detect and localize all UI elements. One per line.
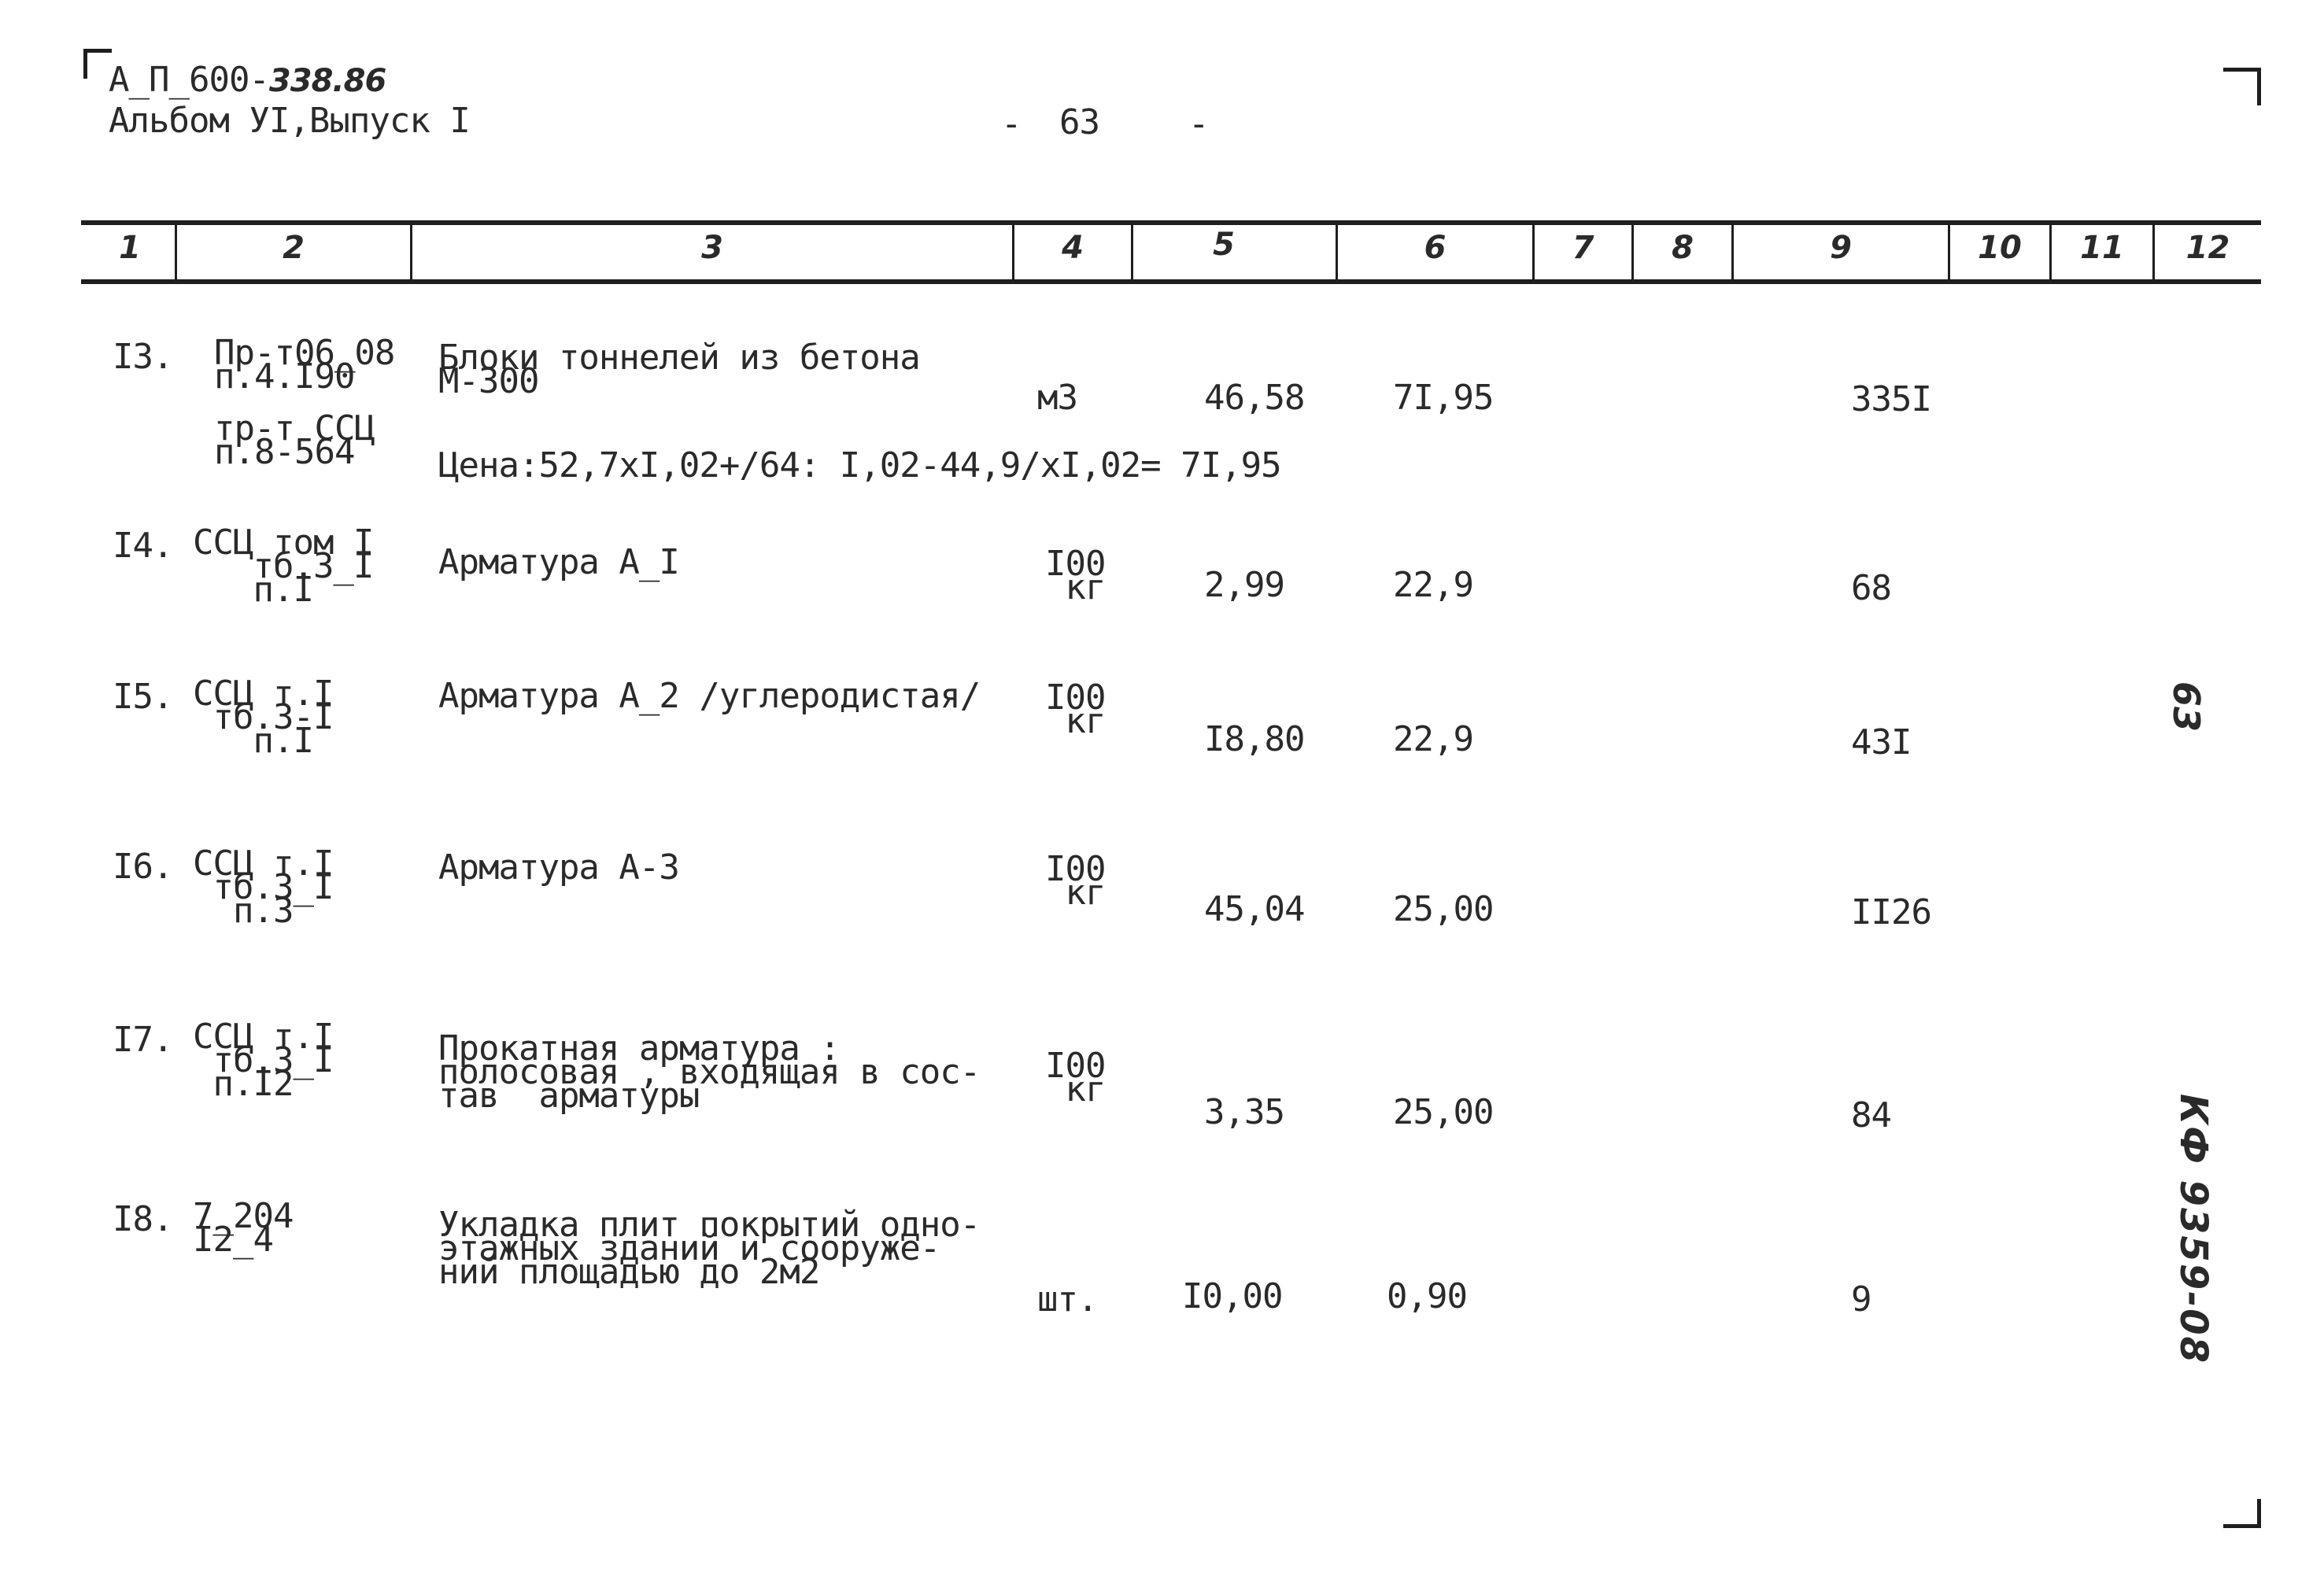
page-number: 63 <box>1059 102 1099 142</box>
document-code <box>109 60 386 100</box>
row-name: Арматура А_2 /углеродистая/ <box>438 676 981 716</box>
row-unit: I00 кг <box>1045 849 1106 913</box>
row-quantity: I8,80 <box>1204 719 1305 759</box>
row-quantity: 45,04 <box>1204 889 1305 929</box>
row-quantity: I0,00 <box>1182 1276 1283 1316</box>
row-price: 22,9 <box>1393 565 1473 605</box>
column-header-1: 1 <box>119 230 141 266</box>
row-code: ССЦ т.I тб.3_I п.3 <box>193 844 334 931</box>
row-total: II26 <box>1851 892 1931 932</box>
corner-mark-bottom-right-v <box>2257 1499 2261 1528</box>
document-code-number: 338.86 <box>268 63 386 99</box>
column-header-3: 3 <box>701 230 723 266</box>
row-number: I8. <box>113 1199 173 1239</box>
column-header-10: 10 <box>1978 230 2022 266</box>
row-quantity: 46,58 <box>1204 378 1305 418</box>
table-header-bottom-rule <box>81 279 2261 284</box>
column-header-2: 2 <box>283 230 305 266</box>
row-name: Укладка плит покрытий одно- этажных зданий и сооруже- ний площадью до 2м2 <box>438 1205 981 1292</box>
row-name: Арматура А_I <box>438 542 679 582</box>
page-dash-left: - <box>1001 104 1022 144</box>
row-number: I6. <box>113 847 173 887</box>
row-name: Блоки тоннелей из бетона М-300 <box>438 338 920 401</box>
row-code: ССЦ т.I тб.3_I п.I2 <box>193 1017 334 1104</box>
row-price: 25,00 <box>1393 1092 1494 1132</box>
row-number: I4. <box>113 526 173 566</box>
corner-mark-bottom-right-h <box>2223 1524 2261 1528</box>
column-header-5: 5 <box>1213 227 1235 263</box>
page-dash-right: - <box>1188 104 1209 144</box>
corner-mark-top-left-h <box>83 49 112 53</box>
document-code-prefix: А_П_600- <box>109 60 269 100</box>
table-header-top-rule <box>81 220 2261 225</box>
column-header-11: 11 <box>2080 230 2124 266</box>
inventory-stamp: КФ 9359-08 <box>2171 1094 2215 1364</box>
corner-mark-top-right-h <box>2223 68 2261 72</box>
row-number: I7. <box>113 1020 173 1060</box>
row-quantity: 2,99 <box>1204 565 1284 605</box>
row-price: 0,90 <box>1387 1276 1467 1316</box>
row-total: 84 <box>1851 1095 1891 1135</box>
row-total: 43I <box>1851 722 1912 762</box>
row-price-note: Цена:52,7хI,02+/64: I,02-44,9/хI,02= 7I,95 <box>438 445 1281 485</box>
column-header-6: 6 <box>1424 230 1446 266</box>
corner-mark-top-right-v <box>2257 68 2261 105</box>
row-price: 25,00 <box>1393 889 1494 929</box>
row-name: Арматура А-3 <box>438 847 679 888</box>
row-unit: I00 кг <box>1045 1046 1106 1109</box>
corner-mark-top-left-v <box>83 49 87 79</box>
row-name: Прокатная арматура : полосовая , входящая в сос- тав арматуры <box>438 1028 981 1116</box>
row-total: 335I <box>1851 379 1931 419</box>
row-unit: шт. <box>1037 1279 1098 1320</box>
row-unit: I00 кг <box>1045 544 1106 607</box>
row-price: 22,9 <box>1393 719 1473 759</box>
column-header-8: 8 <box>1672 230 1694 266</box>
row-code: ССЦ том I тб.3_I п.I <box>193 522 374 610</box>
row-price: 7I,95 <box>1393 378 1494 418</box>
row-total: 9 <box>1851 1279 1871 1320</box>
row-code: Пр-т06_08 п.4.I90 <box>214 333 395 397</box>
row-quantity: 3,35 <box>1204 1092 1284 1132</box>
column-header-12: 12 <box>2185 230 2230 266</box>
rotated-page-number: 63 <box>2165 681 2208 733</box>
row-total: 68 <box>1851 568 1891 608</box>
row-number: I3. <box>113 337 173 377</box>
row-unit: I00 кг <box>1045 677 1106 741</box>
column-header-7: 7 <box>1572 230 1594 266</box>
column-header-9: 9 <box>1830 230 1852 266</box>
row-code-extra: тр-т ССЦ п.8-564 <box>214 408 375 472</box>
column-header-4: 4 <box>1062 230 1084 266</box>
row-code: 7_204 I2_4 <box>193 1196 294 1260</box>
album-line: Альбом УI,Выпуск I <box>109 101 470 141</box>
row-number: I5. <box>113 677 173 717</box>
row-code: ССЦ т.I тб.3-I п.I <box>193 674 334 761</box>
row-unit: м3 <box>1037 378 1077 418</box>
